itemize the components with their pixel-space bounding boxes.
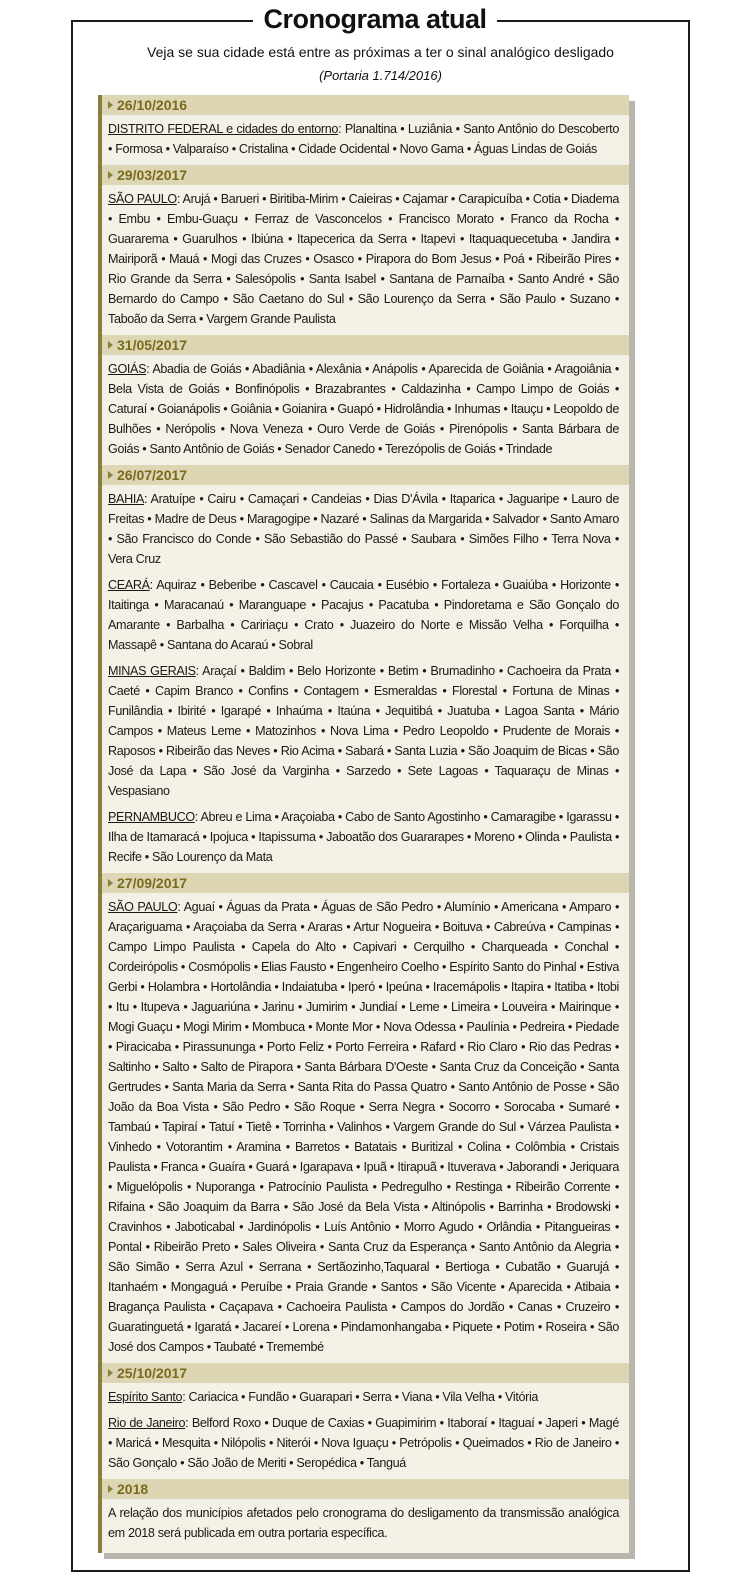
region-block: MINAS GERAIS: Araçaí • Baldim • Belo Horizonte • Betim • Brumadinho • Cachoeira da Prata • Caeté • Capim Branco • Confins • Contagem • Esmeraldas • Florestal • Fortuna de Minas • Funilândia • Ibirité • Igarapé • Inhaúma • Itaúna • Jequitibá • Juatuba • Lagoa Santa • Mário Campos • Mateus Leme • Matozinhos • Nova Lima • Pedro Leopoldo • Prudente de Morais • Raposos • Ribeirão das Neves • Rio Acima • Sabará • Santa Luzia • São Joaquim de Bicas • São José da Lapa • São José da Varginha • Sarzedo • Sete Lagoas • Taquaraçu de Minas • Vespasiano (108, 664, 620, 798)
city-list: Aguaí • Águas da Prata • Águas de São Pedro • Alumínio • Americana • Amparo • Araçariguama • Araçoiaba da Serra • Araras • Artur Nogueira • Boituva • Cabreúva • Campinas • Campo Limpo Paulista • Capela do Alto • Capivari • Cerquilho • Charqueada • Conchal • Cordeirópolis • Cosmópolis • Elias Fausto • Engenheiro Coelho • Espírito Santo do Pinhal • Estiva Gerbi • Holambra • Hortolândia • Indaiatuba • Iperó • Ipeúna • Iracemápolis • Itapira • Itatiba • Itobi • Itu • Itupeva • Jaguariúna • Jarinu • Jumirim • Jundiaí • Leme • Limeira • Louveira • Mairinque • Mogi Guaçu • Mogi Mirim • Mombuca • Monte Mor • Nova Odessa • Paulínia • Pedreira • Piedade • Piracicaba • Pirassununga • Porto Feliz • Porto Ferreira • Rafard • Rio Claro • Rio das Pedras • Saltinho • Salto • Salto de Pirapora • Santa Bárbara D'Oeste • Santa Cruz da Conceição • Santa Gertrudes • Santa Maria da Serra • Santa Rita do Passa Quatro • Santo Antônio de Posse • São João da Boa Vista • São Pedro • São Roque • Serra Negra • Socorro • Sorocaba • Sumaré • Tambaú • Tapiraí • Tatuí • Tietê • Torrinha • Valinhos • Vargem Grande do Sul • Várzea Paulista • Vinhedo • Votorantim • Aramina • Barretos • Batatais • Buritizal • Colina • Colômbia • Cristais Paulista • Franca • Guaíra • Guará • Igarapava • Ipuã • Itirapuã • Ituverava • Jaborandi • Jeriquara • Miguelópolis • Nuporanga • Patrocínio Paulista • Pedregulho • Restinga • Ribeirão Corrente • Rifaina • São Joaquim da Barra • São José da Bela Vista • Altinópolis • Barrinha • Brodowski • Cravinhos • Jaboticabal • Jardinópolis • Luís Antônio • Morro Agudo • Orlândia • Pitangueiras • Pontal • Ribeirão Preto • Sales Oliveira • Santa Cruz da Esperança • Santo Antônio da Alegria • São Simão • Serra Azul • Serrana • Sertãozinho,Taquaral • Bertioga • Cubatão • Guarujá • Itanhaém • Mongaguá • Peruíbe • Praia Grande • Santos • São Vicente • Aparecida • Atibaia • Bragança Paulista • Caçapava • Cachoeira Paulista • Campos do Jordão • Canas • Cruzeiro • Guaratinguetá • Igaratá • Jacareí • Lorena • Pindamonhangaba • Piquete • Potim • Roseira • São José dos Campos • Taubaté • Tremembé (108, 900, 619, 1354)
city-list: Abadia de Goiás • Abadiânia • Alexânia • Anápolis • Aparecida de Goiânia • Aragoiânia • Bela Vista de Goiás • Bonfinópolis • Brazabrantes • Caldazinha • Campo Limpo de Goiás • Caturaí • Goianápolis • Goiânia • Goianira • Guapó • Hidrolândia • Inhumas • Itauçu • Leopoldo de Bulhões • Nerópolis • Nova Veneza • Ouro Verde de Goiás • Pirenópolis • Santa Bárbara de Goiás • Santo Antônio de Goiás • Senador Canedo • Terezópolis de Goiás • Trindade (108, 362, 619, 456)
region-name: CEARÁ (108, 578, 150, 592)
date-header (102, 165, 629, 185)
date-label: 25/10/2017 (117, 1365, 188, 1381)
region-name: GOIÁS (108, 362, 147, 376)
region-block: CEARÁ: Aquiraz • Beberibe • Cascavel • Caucaia • Eusébio • Fortaleza • Guaiúba • Horizonte • Itaitinga • Maracanaú • Maranguape • Pacajus • Pacatuba • Pindoretama e São Gonçalo do Amarante • Barbalha • Caririaçu • Crato • Juazeiro do Norte e Missão Velha • Forquilha • Massapê • Santana do Acaraú • Sobral (108, 578, 619, 652)
schedule-panel (98, 95, 629, 1553)
city-list: Belford Roxo • Duque de Caxias • Guapimirim • Itaboraí • Itaguaí • Japeri • Magé • Maricá • Mesquita • Nilópolis • Niterói • Nova Iguaçu • Petrópolis • Queimados • Rio de Janeiro • São Gonçalo • São João de Meriti • Seropédica • Tanguá (108, 1416, 619, 1470)
date-label: 2018 (117, 1481, 149, 1497)
triangle-bullet-icon (108, 171, 113, 179)
triangle-bullet-icon (108, 879, 113, 887)
city-list: Aratuípe • Cairu • Camaçari • Candeias • Dias D'Ávila • Itaparica • Jaguaripe • Lauro de Freitas • Madre de Deus • Maragogipe • Nazaré • Salinas da Margarida • Salvador • Santo Amaro • São Francisco do Conde • São Sebastião do Passé • Saubara • Simões Filho • Terra Nova • Vera Cruz (108, 492, 619, 566)
portaria-reference: (Portaria 1.714/2016) (319, 68, 442, 83)
region-name: DISTRITO FEDERAL e cidades do entorno (108, 122, 339, 136)
region-name: SÃO PAULO (108, 192, 177, 206)
page-title: Cronograma atual (253, 4, 496, 35)
region-block: Espírito Santo: Cariacica • Fundão • Guarapari • Serra • Viana • Vila Velha • Vitória (108, 1390, 539, 1404)
region-block: Rio de Janeiro: Belford Roxo • Duque de Caxias • Guapimirim • Itaboraí • Itaguaí • Japeri • Magé • Maricá • Mesquita • Nilópolis • Niterói • Nova Iguaçu • Petrópolis • Queimados • Rio de Janeiro • São Gonçalo • São João de Meriti • Seropédica • Tanguá (108, 1416, 619, 1470)
region-block: GOIÁS: Abadia de Goiás • Abadiânia • Alexânia • Anápolis • Aparecida de Goiânia • Aragoiânia • Bela Vista de Goiás • Bonfinópolis • Brazabrantes • Caldazinha • Campo Limpo de Goiás • Caturaí • Goianápolis • Goiânia • Goianira • Guapó • Hidrolândia • Inhumas • Itauçu • Leopoldo de Bulhões • Nerópolis • Nova Veneza • Ouro Verde de Goiás • Pirenópolis • Santa Bárbara de Goiás • Santo Antônio de Goiás • Senador Canedo • Terezópolis de Goiás • Trindade (108, 362, 619, 456)
date-header (102, 1363, 629, 1383)
city-list: Planaltina • Luziânia • Santo Antônio do Descoberto • Formosa • Valparaíso • Cristalina • Cidade Ocidental • Novo Gama • Águas Lindas de Goiás (108, 122, 619, 156)
region-name: MINAS GERAIS (108, 664, 196, 678)
date-header (102, 335, 629, 355)
region-block: BAHIA: Aratuípe • Cairu • Camaçari • Candeias • Dias D'Ávila • Itaparica • Jaguaripe • Lauro de Freitas • Madre de Deus • Maragogipe • Nazaré • Salinas da Margarida • Salvador • Santo Amaro • São Francisco do Conde • São Sebastião do Passé • Saubara • Simões Filho • Terra Nova • Vera Cruz (108, 492, 619, 566)
triangle-bullet-icon (108, 1485, 113, 1493)
date-header (102, 465, 629, 485)
region-block: SÃO PAULO: Arujá • Barueri • Biritiba-Mirim • Caieiras • Cajamar • Carapicuíba • Cotia • Diadema • Embu • Embu-Guaçu • Ferraz de Vasconcelos • Francisco Morato • Franco da Rocha • Guararema • Guarulhos • Ibiúna • Itapecerica da Serra • Itapevi • Itaquaquecetuba • Jandira • Mairiporã • Mauá • Mogi das Cruzes • Osasco • Pirapora do Bom Jesus • Poá • Ribeirão Pires • Rio Grande da Serra • Salesópolis • Santa Isabel • Santana de Parnaíba • Santo André • São Bernardo do Campo • São Caetano do Sul • São Lourenço da Serra • São Paulo • Suzano • Taboão da Serra • Vargem Grande Paulista (108, 192, 619, 326)
triangle-bullet-icon (108, 471, 113, 479)
date-label: 26/07/2017 (117, 467, 188, 483)
region-block: PERNAMBUCO: Abreu e Lima • Araçoiaba • Cabo de Santo Agostinho • Camaragibe • Igarassu • Ilha de Itamaracá • Ipojuca • Itapissuma • Jaboatão dos Guararapes • Moreno • Olinda • Paulista • Recife • São Lourenço da Mata (108, 810, 619, 864)
page-subtitle: Veja se sua cidade está entre as próximas a ter o sinal analógico desligado (147, 44, 614, 60)
region-block: DISTRITO FEDERAL e cidades do entorno: Planaltina • Luziânia • Santo Antônio do Descoberto • Formosa • Valparaíso • Cristalina • Cidade Ocidental • Novo Gama • Águas Lindas de Goiás (108, 122, 619, 156)
title-wrap (0, 0, 750, 40)
region-name: SÃO PAULO (108, 900, 178, 914)
date-label: 29/03/2017 (117, 167, 188, 183)
region-name: BAHIA (108, 492, 145, 506)
date-label: 26/10/2016 (117, 97, 188, 113)
date-header (102, 95, 629, 115)
triangle-bullet-icon (108, 1369, 113, 1377)
region-name: Rio de Janeiro (108, 1416, 186, 1430)
region-name: PERNAMBUCO (108, 810, 195, 824)
date-header (102, 873, 629, 893)
date-header (102, 1479, 629, 1499)
region-name: Espírito Santo (108, 1390, 183, 1404)
triangle-bullet-icon (108, 101, 113, 109)
date-label: 27/09/2017 (117, 875, 188, 891)
city-list: Aquiraz • Beberibe • Cascavel • Caucaia • Eusébio • Fortaleza • Guaiúba • Horizonte • Itaitinga • Maracanaú • Maranguape • Pacajus • Pacatuba • Pindoretama e São Gonçalo do Amarante • Barbalha • Caririaçu • Crato • Juazeiro do Norte e Missão Velha • Forquilha • Massapê • Santana do Acaraú • Sobral (108, 578, 619, 652)
city-list: Araçaí • Baldim • Belo Horizonte • Betim • Brumadinho • Cachoeira da Prata • Caeté • Capim Branco • Confins • Contagem • Esmeraldas • Florestal • Fortuna de Minas • Funilândia • Ibirité • Igarapé • Inhaúma • Itaúna • Jequitibá • Juatuba • Lagoa Santa • Mário Campos • Mateus Leme • Matozinhos • Nova Lima • Pedro Leopoldo • Prudente de Morais • Raposos • Ribeirão das Neves • Rio Acima • Sabará • Santa Luzia • São Joaquim de Bicas • São José da Lapa • São José da Varginha • Sarzedo • Sete Lagoas • Taquaraçu de Minas • Vespasiano (108, 664, 620, 798)
triangle-bullet-icon (108, 341, 113, 349)
city-list: Cariacica • Fundão • Guarapari • Serra • Viana • Vila Velha • Vitória (188, 1390, 539, 1404)
city-list: Abreu e Lima • Araçoiaba • Cabo de Santo Agostinho • Camaragibe • Igarassu • Ilha de Itamaracá • Ipojuca • Itapissuma • Jaboatão dos Guararapes • Moreno • Olinda • Paulista • Recife • São Lourenço da Mata (108, 810, 619, 864)
date-label: 31/05/2017 (117, 337, 188, 353)
city-list: Arujá • Barueri • Biritiba-Mirim • Caieiras • Cajamar • Carapicuíba • Cotia • Diadema • Embu • Embu-Guaçu • Ferraz de Vasconcelos • Francisco Morato • Franco da Rocha • Guararema • Guarulhos • Ibiúna • Itapecerica da Serra • Itapevi • Itaquaquecetuba • Jandira • Mairiporã • Mauá • Mogi das Cruzes • Osasco • Pirapora do Bom Jesus • Poá • Ribeirão Pires • Rio Grande da Serra • Salesópolis • Santa Isabel • Santana de Parnaíba • Santo André • São Bernardo do Campo • São Caetano do Sul • São Lourenço da Serra • São Paulo • Suzano • Taboão da Serra • Vargem Grande Paulista (108, 192, 619, 326)
region-block: SÃO PAULO: Aguaí • Águas da Prata • Águas de São Pedro • Alumínio • Americana • Amparo • Araçariguama • Araçoiaba da Serra • Araras • Artur Nogueira • Boituva • Cabreúva • Campinas • Campo Limpo Paulista • Capela do Alto • Capivari • Cerquilho • Charqueada • Conchal • Cordeirópolis • Cosmópolis • Elias Fausto • Engenheiro Coelho • Espírito Santo do Pinhal • Estiva Gerbi • Holambra • Hortolândia • Indaiatuba • Iperó • Ipeúna • Iracemápolis • Itapira • Itatiba • Itobi • Itu • Itupeva • Jaguariúna • Jarinu • Jumirim • Jundiaí • Leme • Limeira • Louveira • Mairinque • Mogi Guaçu • Mogi Mirim • Mombuca • Monte Mor • Nova Odessa • Paulínia • Pedreira • Piedade • Piracicaba • Pirassununga • Porto Feliz • Porto Ferreira • Rafard • Rio Claro • Rio das Pedras • Saltinho • Salto • Salto de Pirapora • Santa Bárbara D'Oeste • Santa Cruz da Conceição • Santa Gertrudes • Santa Maria da Serra • Santa Rita do Passa Quatro • Santo Antônio de Posse • São João da Boa Vista • São Pedro • São Roque • Serra Negra • Socorro • Sorocaba • Sumaré • Tambaú • Tapiraí • Tatuí • Tietê • Torrinha • Valinhos • Vargem Grande do Sul • Várzea Paulista • Vinhedo • Votorantim • Aramina • Barretos • Batatais • Buritizal • Colina • Colômbia • Cristais Paulista • Franca • Guaíra • Guará • Igarapava • Ipuã • Itirapuã • Ituverava • Jaborandi • Jeriquara • Miguelópolis • Nuporanga • Patrocínio Paulista • Pedregulho • Restinga • Ribeirão Corrente • Rifaina • São Joaquim da Barra • São José da Bela Vista • Altinópolis • Barrinha • Brodowski • Cravinhos • Jaboticabal • Jardinópolis • Luís Antônio • Morro Agudo • Orlândia • Pitangueiras • Pontal • Ribeirão Preto • Sales Oliveira • Santa Cruz da Esperança • Santo Antônio da Alegria • São Simão • Serra Azul • Serrana • Sertãozinho,Taquaral • Bertioga • Cubatão • Guarujá • Itanhaém • Mongaguá • Peruíbe • Praia Grande • Santos • São Vicente • Aparecida • Atibaia • Bragança Paulista • Caçapava • Cachoeira Paulista • Campos do Jordão • Canas • Cruzeiro • Guaratinguetá • Igaratá • Jacareí • Lorena • Pindamonhangaba • Piquete • Potim • Roseira • São José dos Campos • Taubaté • Tremembé (108, 900, 619, 1354)
note-text: A relação dos municípios afetados pelo cronograma do desligamento da transmissão analógica em 2018 será publicada em outra portaria específica. (108, 1506, 619, 1540)
